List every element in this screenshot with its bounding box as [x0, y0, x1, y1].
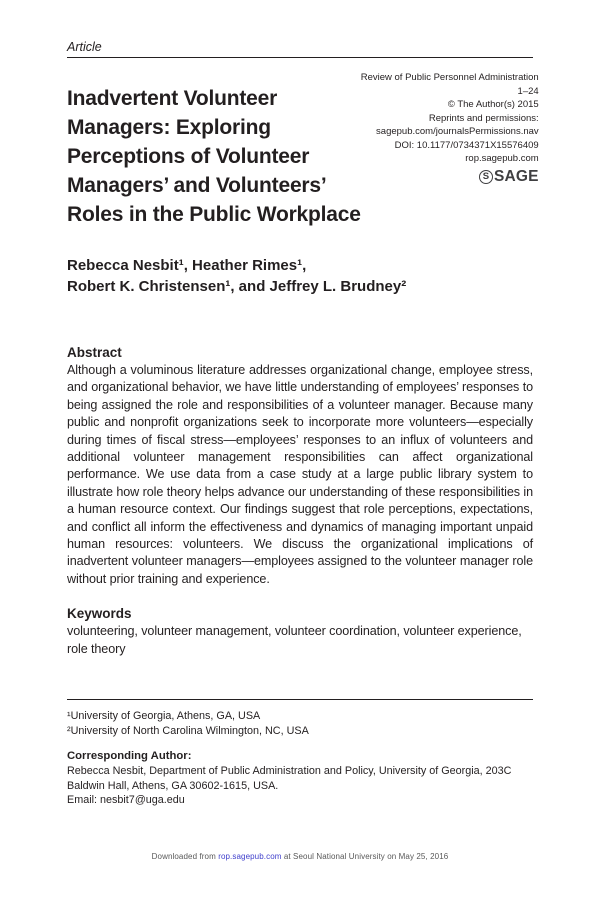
abstract-heading: Abstract: [67, 345, 122, 360]
corresponding-author-heading: Corresponding Author:: [67, 750, 192, 763]
header-row: [67, 58, 539, 229]
journal-name: Review of Public Personnel Administration: [360, 72, 539, 83]
article-title-line: Perceptions of Volunteer: [67, 145, 310, 168]
permissions-url: sagepub.com/journalsPermissions.nav: [376, 126, 539, 137]
sage-logo: [361, 168, 539, 186]
affiliation-line: ²University of North Carolina Wilmington, NC, USA: [67, 725, 309, 738]
author-line: Robert K. Christensen¹, and Jeffrey L. Brudney²: [67, 278, 407, 295]
journal-page-range: 1–24: [517, 85, 539, 97]
abstract-text: Although a voluminous literature addresses organizational change, employee stress, and organizational behavior, we have little understanding of employees’ responses to being assigned the role and responsibilities of a volunteer manager. Because many public and nonprofit organizations seek to incorporate more volunteers—especially during times of fiscal stress—employees’ responses to an influx of volunteers and additional volunteer management responsibilities can affect organizational performance. We use data from a case study at a large public library system to illustrate how role theory helps advance our understanding of these responsibilities in a human resource context. Our findings suggest that role perceptions, expectations, and conflict all inform the effectiveness and dynamics of managing important unpaid human resources: volunteers. We discuss the organizational implications of inadvertent volunteer managers—employees assigned to the volunteer manager role without prior training and experience.: [67, 363, 533, 586]
copyright-line: © The Author(s) 2015: [447, 99, 539, 110]
corresponding-author-email: Email: nesbit7@uga.edu: [67, 794, 185, 807]
keywords-text: volunteering, volunteer management, volunteer coordination, volunteer experience, role theory: [67, 624, 522, 656]
corresponding-author-text: Rebecca Nesbit, Department of Public Administration and Policy, University of Georgia, 203C Baldwin Hall, Athens, GA 30602-1615, USA.: [67, 765, 512, 792]
affiliations: [67, 709, 533, 739]
journal-url: rop.sagepub.com: [465, 153, 539, 164]
article-title: [67, 84, 361, 229]
footnote-rule: [67, 699, 533, 700]
article-title-line: Managers: Exploring: [67, 116, 271, 139]
footer-suffix-text: at Seoul National University on May 25, 2016: [281, 852, 449, 861]
author-line: Rebecca Nesbit¹, Heather Rimes¹,: [67, 257, 307, 274]
journal-info-block: [361, 71, 539, 186]
article-title-line: Inadvertent Volunteer: [67, 87, 278, 110]
affiliation-line: ¹University of Georgia, Athens, GA, USA: [67, 710, 261, 723]
article-type-label: Article: [67, 40, 102, 54]
article-title-line: Roles in the Public Workplace: [67, 203, 361, 226]
reprints-permissions-label: Reprints and permissions:: [428, 112, 539, 124]
sage-circle-s-icon: S: [479, 170, 493, 184]
sage-logo-text: SAGE: [493, 167, 539, 185]
footer-journal-link[interactable]: rop.sagepub.com: [218, 852, 282, 861]
author-list: [67, 255, 533, 297]
download-footer: [0, 852, 600, 861]
doi-line: DOI: 10.1177/0734371X15576409: [394, 139, 539, 151]
keywords-heading: Keywords: [67, 606, 132, 622]
article-title-line: Managers’ and Volunteers’: [67, 174, 327, 197]
footer-prefix-text: Downloaded from: [151, 852, 219, 861]
